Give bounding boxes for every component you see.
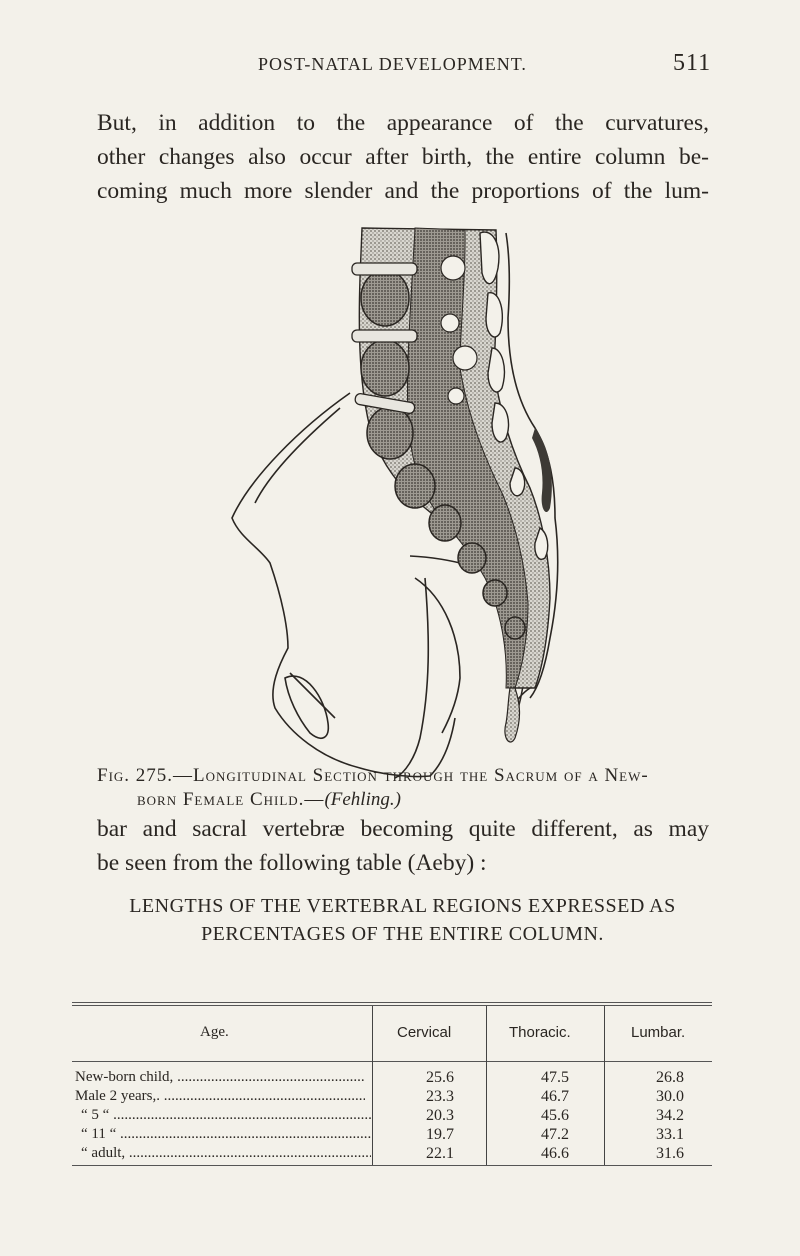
age-cell: New-born child, ..... bbox=[75, 1069, 365, 1086]
vertebral-body bbox=[361, 340, 409, 396]
header-cervical: Cervical bbox=[397, 1024, 452, 1041]
lumbar-cell: 26.8 bbox=[656, 1069, 684, 1086]
age-cell: “ adult, ..... bbox=[75, 1145, 371, 1162]
age-cell: “ 11 “ ..... bbox=[75, 1126, 371, 1143]
table-top-rule bbox=[72, 1002, 712, 1003]
thoracic-cell: 47.2 bbox=[541, 1126, 569, 1143]
intervertebral-disc bbox=[352, 263, 417, 275]
running-title: POST-NATAL DEVELOPMENT. bbox=[258, 54, 527, 74]
table-row bbox=[75, 1069, 715, 1086]
vertebral-body bbox=[361, 270, 409, 326]
cervical-cell: 20.3 bbox=[426, 1107, 454, 1124]
paragraph-line: But, in addition to the appearance of the curvatures, bbox=[97, 110, 709, 136]
thoracic-cell: 46.6 bbox=[541, 1145, 569, 1162]
vertebral-body bbox=[429, 505, 461, 541]
table-title-line: LENGTHS OF THE VERTEBRAL REGIONS EXPRESSED AS bbox=[129, 895, 676, 917]
age-cell: “ 5 “ ..... bbox=[75, 1107, 371, 1124]
table-bottom-rule bbox=[72, 1165, 712, 1166]
lumbar-cell: 34.2 bbox=[656, 1107, 684, 1124]
table-title bbox=[80, 892, 725, 948]
cervical-cell: 25.6 bbox=[426, 1069, 454, 1086]
paragraph-line: other changes also occur after birth, the entire column be- bbox=[97, 144, 709, 170]
cervical-cell: 22.1 bbox=[426, 1145, 454, 1162]
cervical-cell: 19.7 bbox=[426, 1126, 454, 1143]
paragraph-line: bar and sacral vertebræ becoming quite different, as may bbox=[97, 816, 709, 842]
vertebral-body bbox=[395, 464, 435, 508]
lumbar-cell: 31.6 bbox=[656, 1145, 684, 1162]
table-row bbox=[75, 1145, 715, 1162]
lumbar-cell: 33.1 bbox=[656, 1126, 684, 1143]
vertebral-body bbox=[483, 580, 507, 606]
thoracic-cell: 46.7 bbox=[541, 1088, 569, 1105]
header-lumbar: Lumbar. bbox=[631, 1024, 686, 1041]
vertebral-body bbox=[505, 617, 525, 639]
table-header-rule bbox=[72, 1061, 712, 1062]
vertebral-body bbox=[367, 407, 413, 459]
thoracic-cell: 45.6 bbox=[541, 1107, 569, 1124]
header-age: Age. bbox=[200, 1024, 229, 1040]
cervical-cell: 23.3 bbox=[426, 1088, 454, 1105]
age-cell: Male 2 years,. ..... bbox=[75, 1088, 365, 1105]
paragraph-1 bbox=[97, 106, 709, 208]
page-number: 511 bbox=[673, 50, 712, 76]
paragraph-2 bbox=[97, 812, 709, 880]
table-row bbox=[75, 1088, 715, 1105]
lumbar-cell: 30.0 bbox=[656, 1088, 684, 1105]
caption-credit: (Fehling.) bbox=[324, 789, 401, 810]
table-row bbox=[75, 1126, 715, 1143]
table-title-line: PERCENTAGES OF THE ENTIRE COLUMN. bbox=[201, 923, 604, 945]
header-thoracic: Thoracic. bbox=[509, 1024, 571, 1041]
thoracic-cell: 47.5 bbox=[541, 1069, 569, 1086]
caption-text: —Longitudinal Section through the Sacrum of a New- bbox=[173, 765, 649, 786]
caption-text: born Female Child.— bbox=[137, 789, 325, 810]
figure-caption bbox=[97, 764, 709, 812]
table-row bbox=[75, 1107, 715, 1124]
intervertebral-disc bbox=[352, 330, 417, 342]
figure-label: Fig. 275. bbox=[97, 765, 174, 786]
vertebral-body bbox=[458, 543, 486, 573]
table-top-rule bbox=[72, 1005, 712, 1006]
sacrum-section-figure bbox=[210, 218, 590, 783]
paragraph-line: coming much more slender and the proportions of the lum- bbox=[97, 178, 709, 204]
paragraph-line: be seen from the following table (Aeby) : bbox=[97, 850, 487, 876]
